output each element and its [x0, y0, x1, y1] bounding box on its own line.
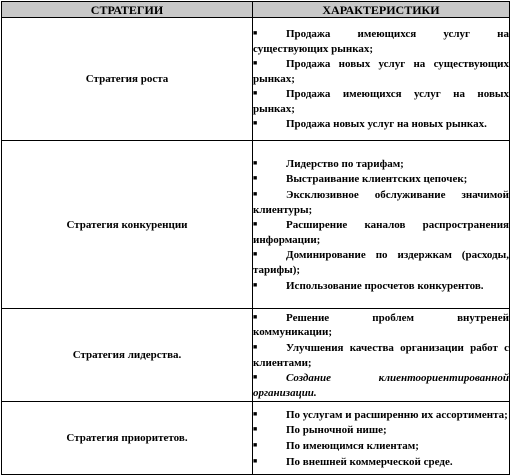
list-item — [253, 278, 509, 294]
list-item-text: Продажа новых услуг на существующих рынках; — [253, 58, 509, 85]
bullet-icon: ■ — [253, 59, 258, 68]
bullet-icon: ■ — [253, 174, 258, 183]
list-item-text: Продажа имеющихся услуг на существующих рынках; — [253, 27, 509, 55]
characteristics-cell — [253, 309, 510, 402]
list-item — [253, 247, 509, 277]
list-item-text: Улучшения качества организации работ с клиентами; — [253, 341, 509, 369]
list-item — [253, 86, 509, 116]
list-item-text: Эксклюзивное обслуживание значимой клиентуры; — [253, 189, 509, 216]
bullet-icon: ■ — [253, 28, 258, 37]
list-item — [253, 422, 509, 438]
bullet-icon: ■ — [253, 342, 258, 351]
list-item — [253, 116, 509, 132]
bullet-icon: ■ — [253, 312, 258, 321]
list-item — [253, 156, 509, 172]
list-item — [253, 370, 509, 400]
table-row — [2, 141, 510, 309]
strategy-name: Стратегия лидерства. — [2, 309, 253, 402]
table-row — [2, 402, 510, 475]
list-item — [253, 407, 509, 423]
bullet-icon: ■ — [253, 158, 258, 167]
bullet-icon: ■ — [253, 456, 258, 465]
bullet-icon: ■ — [253, 89, 258, 98]
table-row — [2, 18, 510, 141]
bullet-icon: ■ — [253, 425, 258, 434]
strategy-name: Стратегия приоритетов. — [2, 402, 253, 475]
list-item-text: Решение проблем внутреней коммуникации; — [253, 311, 509, 339]
list-item-text: По внешней коммерческой среде. — [286, 455, 453, 468]
strategies-table — [1, 1, 510, 475]
list-item — [253, 454, 509, 470]
bullet-icon: ■ — [253, 220, 258, 229]
table-row — [2, 309, 510, 402]
list-item — [253, 310, 509, 340]
list-item — [253, 438, 509, 454]
bullet-icon: ■ — [253, 373, 258, 382]
table-header-row — [2, 2, 510, 18]
header-strategies: СТРАТЕГИИ — [2, 2, 253, 18]
bullet-icon: ■ — [253, 250, 258, 259]
list-item — [253, 217, 509, 247]
strategy-name: Стратегия конкуренции — [2, 141, 253, 309]
list-item-text: Продажа имеющихся услуг на новых рынках; — [253, 88, 509, 115]
list-item-text: Продажа новых услуг на новых рынках. — [286, 118, 487, 131]
bullet-icon: ■ — [253, 441, 258, 449]
list-item — [253, 26, 509, 56]
list-item-text: Использование просчетов конкурентов. — [286, 279, 484, 292]
list-item — [253, 56, 509, 86]
list-item — [253, 187, 509, 217]
bullet-icon: ■ — [253, 190, 258, 199]
characteristics-cell — [253, 18, 510, 141]
bullet-icon: ■ — [253, 409, 258, 418]
characteristics-cell — [253, 402, 510, 475]
characteristics-cell — [253, 141, 510, 309]
list-item-text: По имеющимся клиентам; — [286, 440, 419, 452]
list-item-text: Лидерство по тарифам; — [286, 157, 404, 170]
list-item-text: Расширение каналов распространения информации; — [253, 219, 509, 246]
header-characteristics: ХАРАКТЕРИСТИКИ — [253, 2, 510, 18]
list-item-text: По рыночной нише; — [286, 424, 387, 437]
list-item-text: По услугам и расширенню их ассортимента; — [286, 408, 508, 421]
list-item-text: Создание клиентоориентированной организации. — [253, 372, 509, 399]
bullet-icon: ■ — [253, 280, 258, 289]
list-item-text: Выстраивание клиентских цепочек; — [286, 173, 468, 186]
list-item — [253, 171, 509, 187]
strategy-name: Стратегия роста — [2, 18, 253, 141]
list-item-text: Доминирование по издержкам (расходы, тарифы); — [253, 249, 509, 276]
bullet-icon: ■ — [253, 119, 258, 128]
list-item — [253, 340, 509, 370]
